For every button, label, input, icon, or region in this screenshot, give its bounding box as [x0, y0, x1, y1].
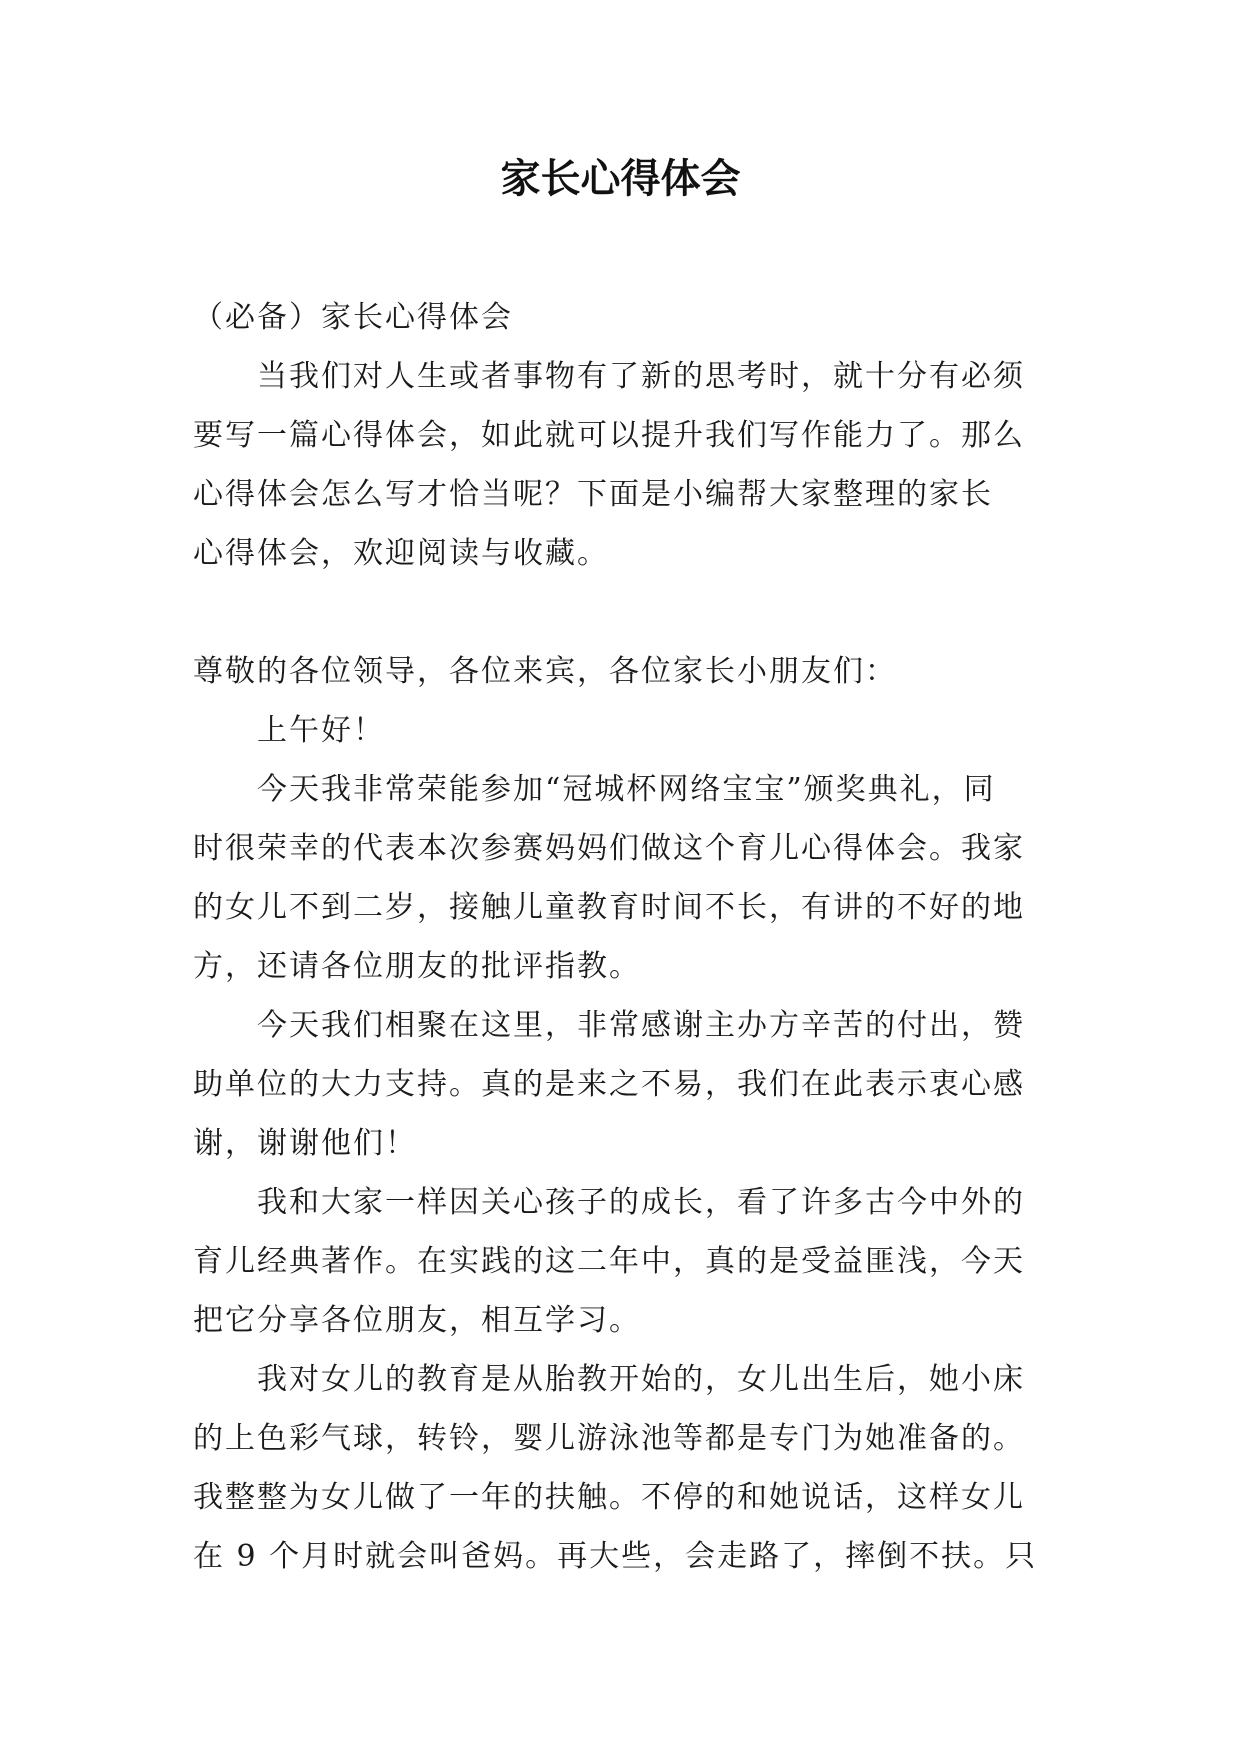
text-line: 助单位的大力支持。真的是来之不易，我们在此表示衷心感 — [193, 1067, 1025, 1102]
text-line: 上午好！ — [257, 713, 385, 748]
text-line: 心得体会，欢迎阅读与收藏。 — [193, 536, 609, 571]
text-line: 的女儿不到二岁，接触儿童教育时间不长，有讲的不好的地 — [193, 890, 1025, 925]
text-line: 把它分享各位朋友，相互学习。 — [193, 1303, 641, 1338]
text-line: 方，还请各位朋友的批评指教。 — [193, 949, 641, 984]
text-line: 心得体会怎么写才恰当呢？下面是小编帮大家整理的家长 — [193, 477, 993, 512]
text-line: 当我们对人生或者事物有了新的思考时，就十分有必须 — [257, 359, 1025, 394]
text-line: 时很荣幸的代表本次参赛妈妈们做这个育儿心得体会。我家 — [193, 831, 1025, 866]
paragraph-gap — [193, 583, 1059, 642]
text-line: 育儿经典著作。在实践的这二年中，真的是受益匪浅，今天 — [193, 1244, 1025, 1279]
document-title: 家长心得体会 — [500, 156, 741, 202]
text-line: 尊敬的各位领导，各位来宾，各位家长小朋友们： — [193, 654, 897, 689]
document-body — [193, 288, 1059, 1586]
text-line: 今天我们相聚在这里，非常感谢主办方辛苦的付出，赞 — [257, 1008, 1025, 1043]
text-line: 我和大家一样因关心孩子的成长，看了许多古今中外的 — [257, 1185, 1025, 1220]
text-line: 谢，谢谢他们！ — [193, 1126, 417, 1161]
text-line: 我整整为女儿做了一年的扶触。不停的和她说话，这样女儿 — [193, 1480, 1025, 1515]
text-line: 我对女儿的教育是从胎教开始的，女儿出生后，她小床 — [257, 1362, 1025, 1397]
text-line: 要写一篇心得体会，如此就可以提升我们写作能力了。那么 — [193, 418, 1025, 453]
text-line: 今天我非常荣能参加“冠城杯网络宝宝”颁奖典礼，同 — [257, 772, 996, 807]
text-line: 的上色彩气球，转铃，婴儿游泳池等都是专门为她准备的。 — [193, 1421, 1025, 1456]
text-line: （必备）家长心得体会 — [193, 300, 513, 335]
text-line: 在 9 个月时就会叫爸妈。再大些，会走路了，摔倒不扶。只 — [193, 1539, 1038, 1574]
